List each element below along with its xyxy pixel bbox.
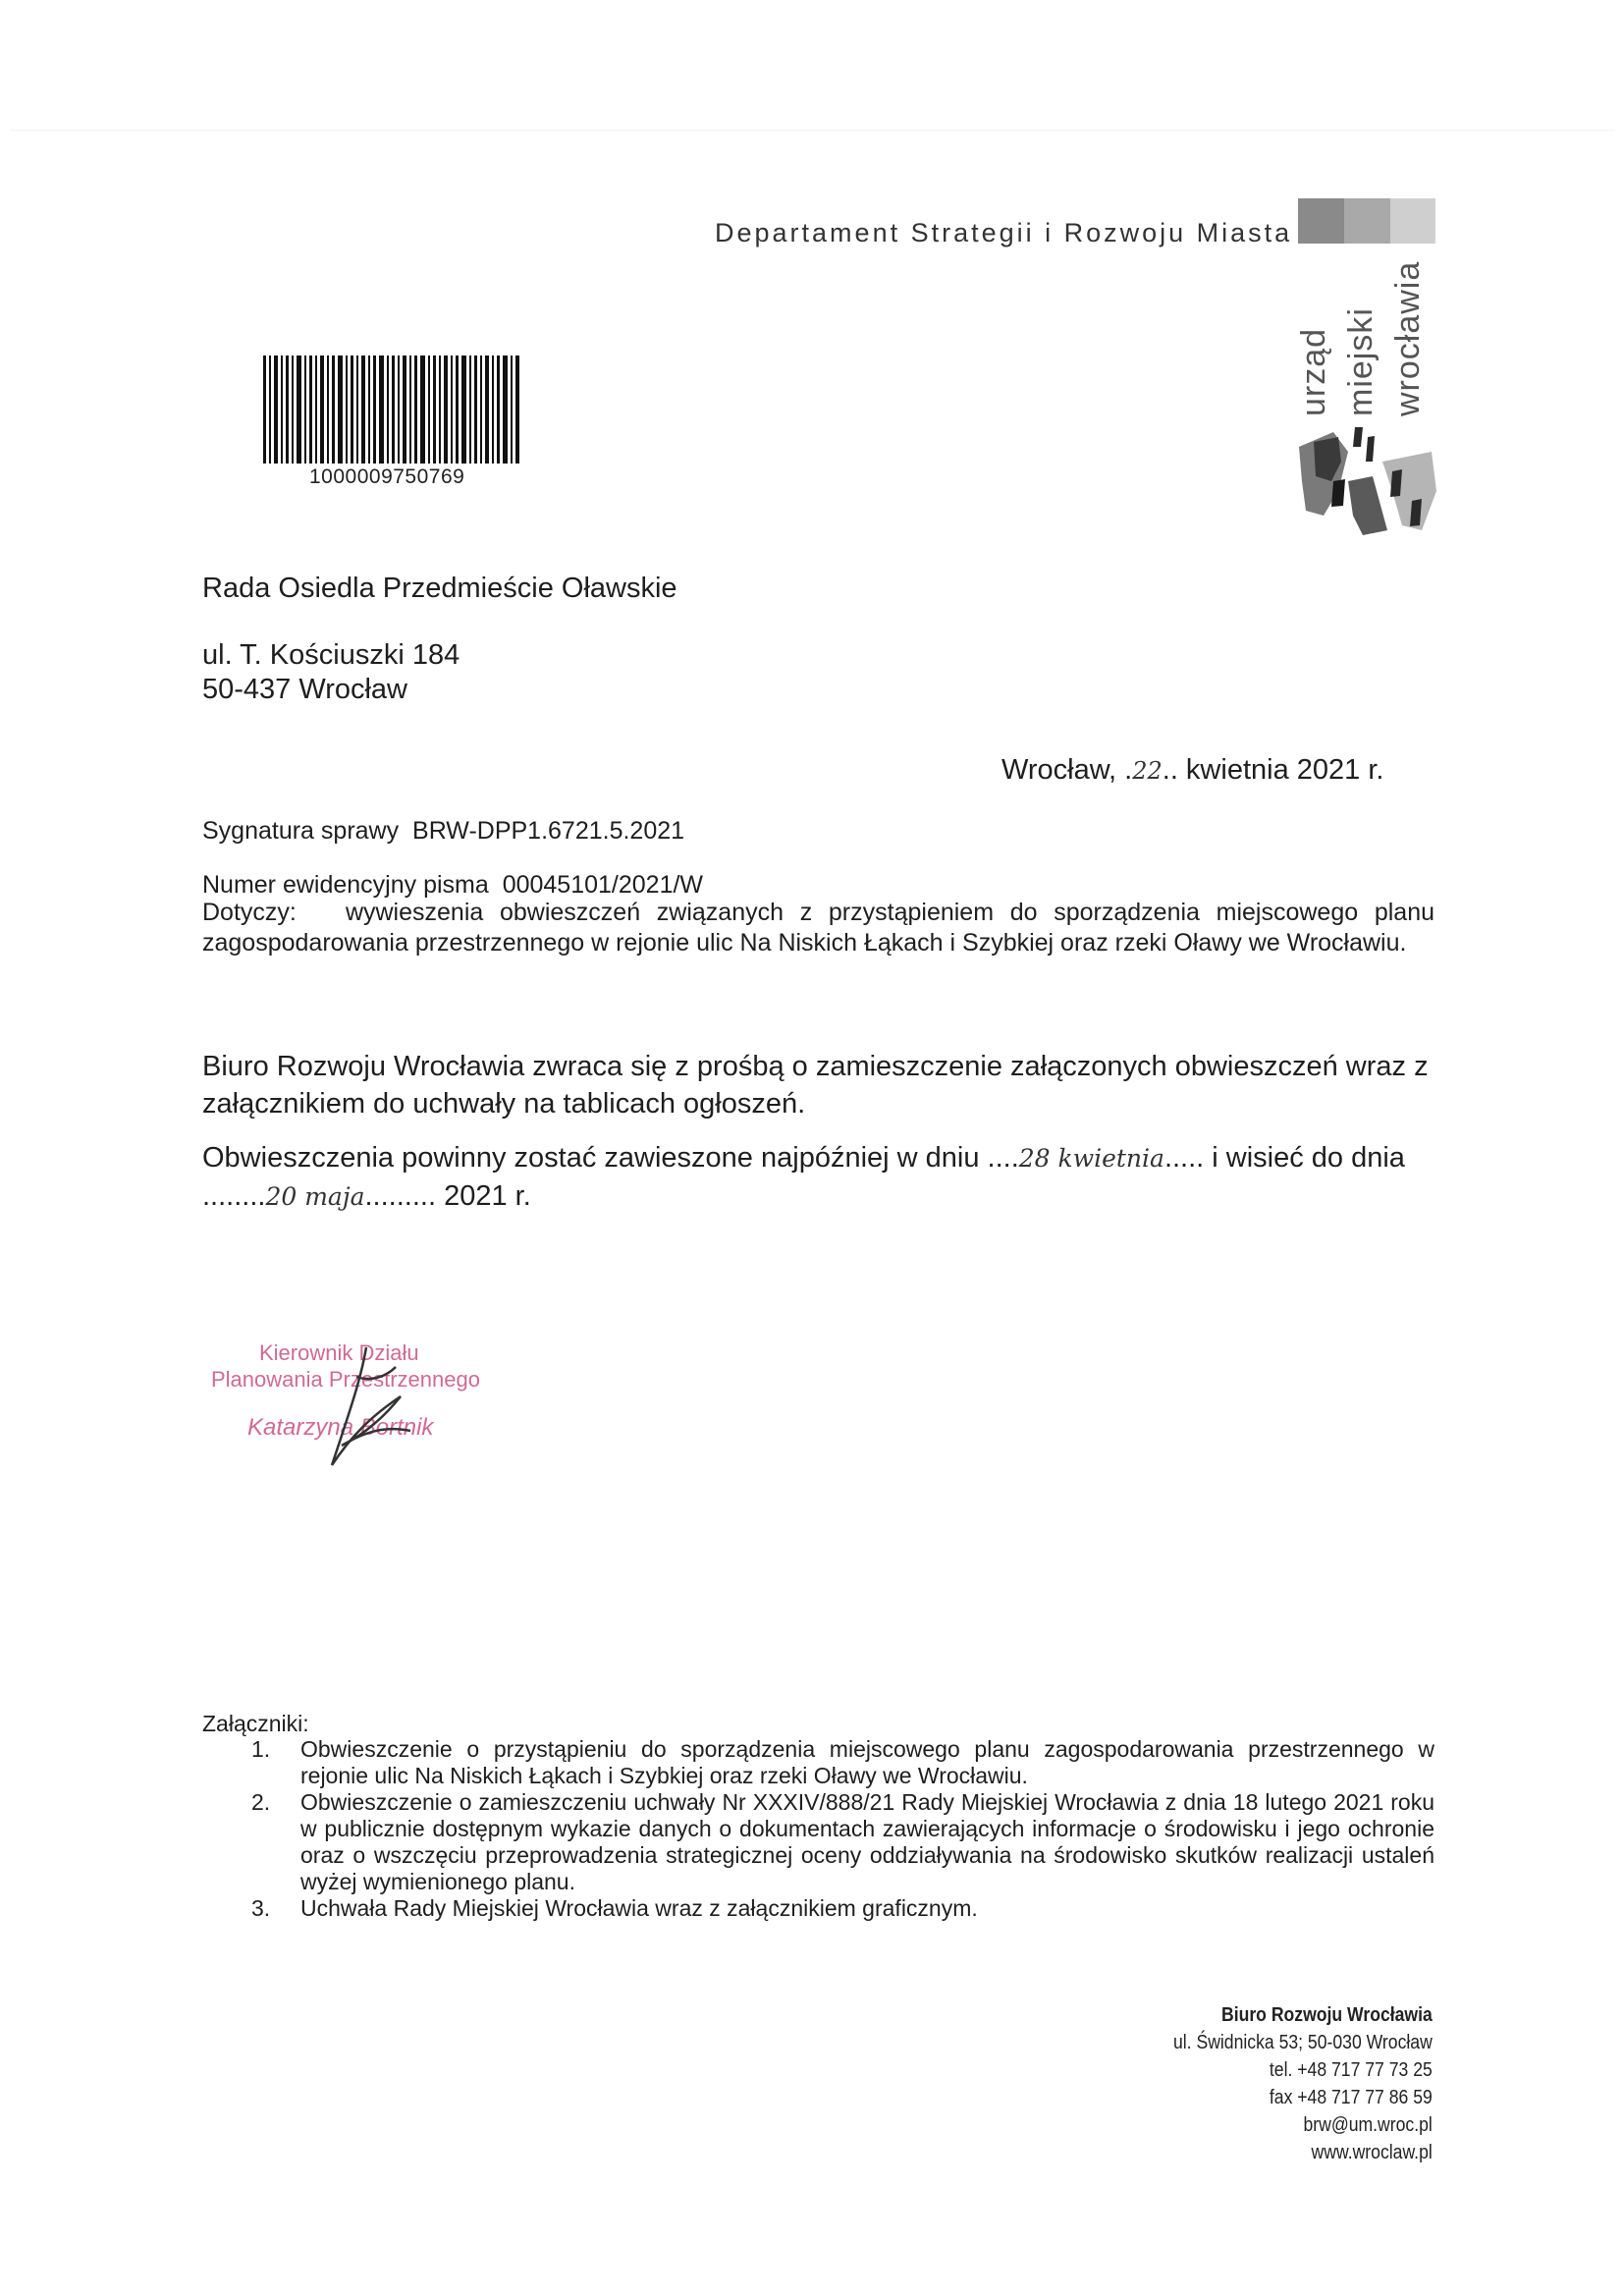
body-paragraph-1: Biuro Rozwoju Wrocławia zwraca się z prośbą o zamieszczenie załączonych obwieszczeń wraz z załącznikiem do uchwały na tablicach ogłoszeń.: [202, 1051, 1429, 1120]
handwritten-day: 22: [1132, 757, 1163, 785]
attachment-item: 3. Uchwała Rady Miejskiej Wrocławia wraz z załącznikiem graficznym.: [251, 1895, 978, 1921]
body-paragraph-2: Obwieszczenia powinny zostać zawieszone najpóźniej w dniu ....28 kwietnia..... i wisieć do dnia ........20 maja......... 2021 r.: [202, 1142, 1405, 1212]
attachments-list: [202, 1736, 1434, 1922]
barcode-graphic: [263, 355, 520, 464]
department-name: Departament Strategii i Rozwoju Miasta: [715, 218, 1293, 247]
office-fax: fax +48 717 77 86 59: [1270, 2087, 1433, 2108]
subject: Dotyczy: wywieszenia obwieszczeń związanych z przystąpieniem do sporządzenia miejscowego planu zagospodarowania przestrzennego w rejonie ulic Na Niskich Łąkach i Szybkiej oraz rzeki Oławy we Wrocławiu.: [202, 899, 1434, 957]
recipient-city: 50-437 Wrocław: [202, 674, 408, 705]
logo-word-miejski: miejski: [1342, 307, 1380, 416]
handwritten-date-1: 28 kwietnia: [1018, 1144, 1164, 1173]
record-number: Numer ewidencyjny pisma 00045101/2021/W: [202, 871, 704, 899]
attachment-item: 2. Obwieszczenie o zamieszczeniu uchwały Nr XXXIV/888/21 Rady Miejskiej Wrocławia z dnia 18 lutego 2021 roku w publicznie dostępnym wykazie danych o dokumentach zawierających informacje o środowisku i jego ochronie oraz o wszczęciu przeprowadzenia strategicznej oceny oddziaływania na środowisko skutków realizacji ustaleń wyżej wymienionego planu.: [251, 1789, 1434, 1894]
office-tel: tel. +48 717 77 73 25: [1270, 2059, 1433, 2081]
stamp-line-2: Planowania Przestrzennego: [211, 1367, 480, 1392]
scan-edge-line: [10, 130, 1615, 131]
letter-date: Wrocław, .22.. kwietnia 2021 r.: [1001, 754, 1384, 786]
city-emblem-icon: [1294, 422, 1441, 550]
attachments-heading: Załączniki:: [202, 1711, 309, 1736]
office-address: ul. Świdnicka 53; 50-030 Wrocław: [1173, 2032, 1433, 2053]
office-name: Biuro Rozwoju Wrocławia: [1221, 2004, 1433, 2026]
office-website: www.wroclaw.pl: [1311, 2142, 1433, 2163]
office-email: brw@um.wroc.pl: [1303, 2114, 1433, 2136]
attachment-item: 1. Obwieszczenie o przystąpieniu do sporządzenia miejscowego planu zagospodarowania przestrzennego w rejonie ulic Na Niskich Łąkach i Szybkiej oraz rzeki Oławy we Wrocławiu.: [251, 1736, 1434, 1788]
handwritten-date-2: 20 maja: [265, 1182, 365, 1211]
stamp-line-3: Katarzyna Bortnik: [247, 1414, 434, 1441]
case-signature: Sygnatura sprawy BRW-DPP1.6721.5.2021: [202, 817, 685, 845]
recipient-street: ul. T. Kościuszki 184: [202, 639, 460, 671]
office-footer: [1138, 2001, 1433, 2166]
logo-word-urzad: urząd: [1295, 327, 1332, 416]
recipient-name: Rada Osiedla Przedmieście Oławskie: [202, 573, 677, 604]
barcode-number: 1000009750769: [309, 465, 465, 488]
stamp-line-1: Kierownik Działu: [259, 1340, 419, 1365]
logo-word-wroclawia: wrocławia: [1389, 260, 1427, 416]
signature-icon: [312, 1338, 420, 1475]
